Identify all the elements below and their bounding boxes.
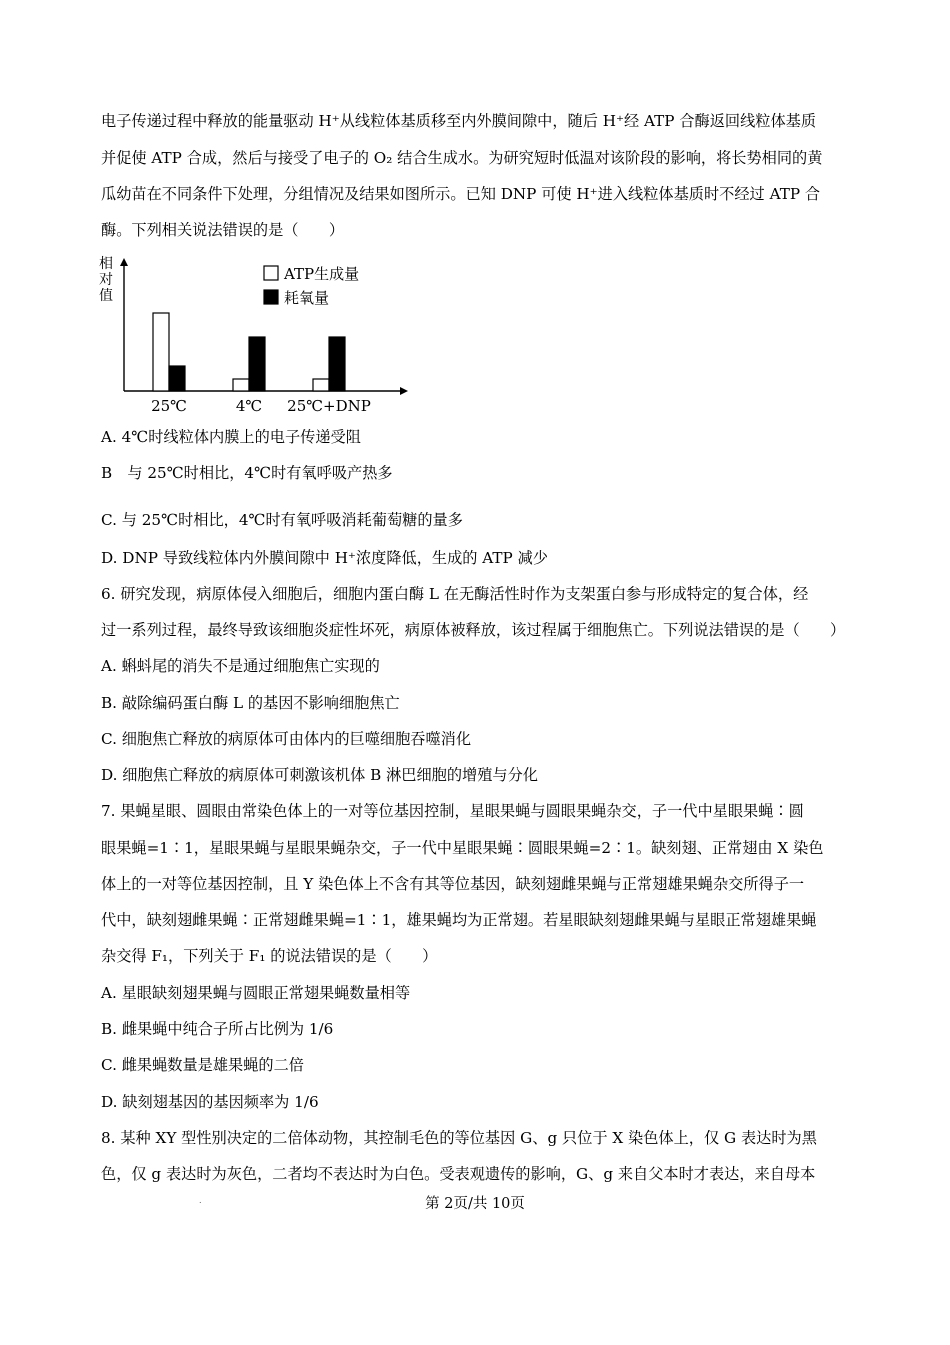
- q6-option-a: A. 蝌蚪尾的消失不是通过细胞焦亡实现的: [101, 657, 380, 675]
- q5-stem-line-4: 酶。下列相关说法错误的是（ ）: [101, 221, 344, 239]
- legend-swatch: [264, 266, 278, 280]
- q5-option-d: D. DNP 导致线粒体内外膜间隙中 H⁺浓度降低，生成的 ATP 减少: [101, 549, 548, 567]
- q5-stem-line-3: 瓜幼苗在不同条件下处理，分组情况及结果如图所示。已知 DNP 可使 H⁺进入线粒体基质时不经过 ATP 合: [101, 185, 821, 203]
- q5-option-b: B 与 25℃时相比，4℃时有氧呼吸产热多: [101, 464, 393, 482]
- y-axis-label: [99, 255, 113, 304]
- page-footer: 第 2页/共 10页: [425, 1196, 525, 1212]
- q5-stem-line-2: 并促使 ATP 合成，然后与接受了电子的 O₂ 结合生成水。为研究短时低温对该阶段的影响，将长势相同的黄: [101, 149, 823, 167]
- q8-stem-line-2: 色，仅 g 表达时为灰色，二者均不表达时为白色。受表观遗传的影响，G、g 来自父本时才表达，来自母本: [101, 1165, 816, 1183]
- bar-atp-2: [313, 379, 329, 391]
- q5-option-c: C. 与 25℃时相比，4℃时有氧呼吸消耗葡萄糖的量多: [101, 511, 463, 529]
- q7-option-a: A. 星眼缺刻翅果蝇与圆眼正常翅果蝇数量相等: [101, 984, 411, 1002]
- q7-option-d: D. 缺刻翅基因的基因频率为 1/6: [101, 1093, 319, 1111]
- q7-stem-line-1: 7. 果蝇星眼、圆眼由常染色体上的一对等位基因控制，星眼果蝇与圆眼果蝇杂交，子一代中星眼果蝇∶圆: [101, 802, 804, 820]
- q6-option-d: D. 细胞焦亡释放的病原体可刺激该机体 B 淋巴细胞的增殖与分化: [101, 766, 538, 784]
- decorative-dot: .: [199, 1196, 202, 1205]
- q5-option-a: A. 4℃时线粒体内膜上的电子传递受阻: [101, 428, 361, 446]
- x-tick-label: 4℃: [235, 397, 263, 415]
- legend-label: 耗氧量: [284, 289, 330, 307]
- bar-oxygen-2: [329, 337, 345, 391]
- y-axis-label-char: 值: [99, 288, 113, 304]
- q8-stem-line-1: 8. 某种 XY 型性别决定的二倍体动物，其控制毛色的等位基因 G、g 只位于 X 染色体上，仅 G 表达时为黑: [101, 1129, 817, 1147]
- x-tick-label: 25℃+DNP: [287, 397, 371, 415]
- q6-stem-line-1: 6. 研究发现，病原体侵入细胞后，细胞内蛋白酶 L 在无酶活性时作为支架蛋白参与形成特定的复合体，经: [101, 585, 809, 603]
- bar-oxygen-0: [169, 366, 185, 391]
- q7-stem-line-5: 杂交得 F₁，下列关于 F₁ 的说法错误的是（ ）: [101, 947, 438, 965]
- q7-option-c: C. 雌果蝇数量是雄果蝇的二倍: [101, 1056, 304, 1074]
- q7-stem-line-4: 代中，缺刻翅雌果蝇∶正常翅雌果蝇=1∶1，雄果蝇均为正常翅。若星眼缺刻翅雌果蝇与星眼正常翅雄果蝇: [101, 911, 817, 929]
- legend-swatch: [264, 290, 278, 304]
- q6-option-b: B. 敲除编码蛋白酶 L 的基因不影响细胞焦亡: [101, 694, 400, 712]
- q7-stem-line-2: 眼果蝇=1∶1，星眼果蝇与星眼果蝇杂交，子一代中星眼果蝇∶圆眼果蝇=2∶1。缺刻翅、正常翅由 X 染色: [101, 839, 824, 857]
- bar-oxygen-1: [249, 337, 265, 391]
- q5-stem-line-1: 电子传递过程中释放的能量驱动 H⁺从线粒体基质移至内外膜间隙中，随后 H⁺经 ATP 合酶返回线粒体基质: [101, 112, 817, 130]
- q7-option-b: B. 雌果蝇中纯合子所占比例为 1/6: [101, 1020, 334, 1038]
- x-tick-label: 25℃: [151, 397, 187, 415]
- q6-stem-line-2: 过一系列过程，最终导致该细胞炎症性坏死，病原体被释放，该过程属于细胞焦亡。下列说法错误的是（ ）: [101, 621, 846, 639]
- bar-atp-0: [153, 313, 169, 391]
- y-axis-label-char: 相: [99, 256, 113, 272]
- q7-stem-line-3: 体上的一对等位基因控制，且 Y 染色体上不含有其等位基因，缺刻翅雌果蝇与正常翅雄果蝇杂交所得子一: [101, 875, 805, 893]
- q6-option-c: C. 细胞焦亡释放的病原体可由体内的巨噬细胞吞噬消化: [101, 730, 472, 748]
- bar-chart: [96, 252, 416, 422]
- bar-atp-1: [233, 379, 249, 391]
- y-axis-label-char: 对: [99, 272, 113, 288]
- legend-label: ATP生成量: [284, 265, 360, 283]
